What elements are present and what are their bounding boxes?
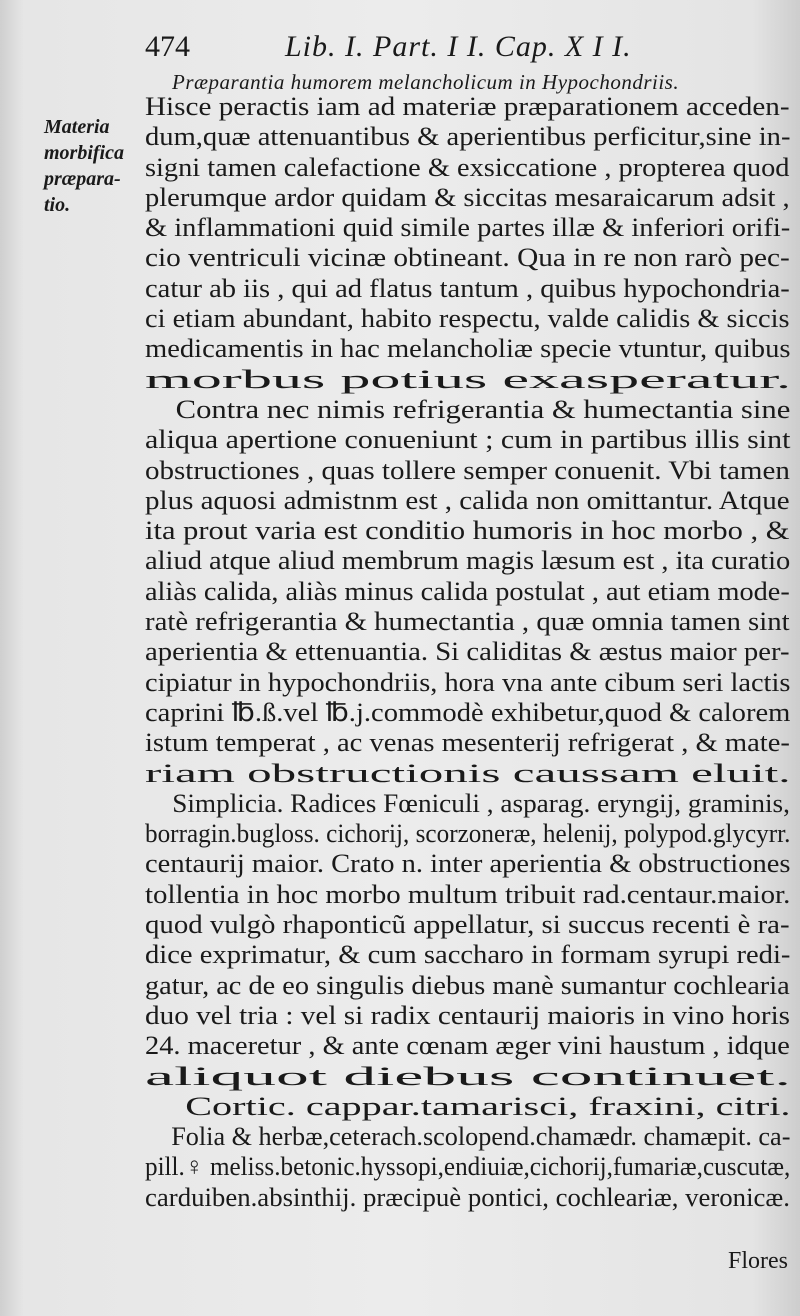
text-line: aliquot diebus continuet. [145, 1061, 791, 1091]
text-line: Cortic. cappar.tamarisci, fraxini, citri. [145, 1091, 791, 1121]
page-number: 474 [145, 30, 190, 63]
text-line: cipiatur in hypochondriis, hora vna ante cibum seri lactis [145, 667, 791, 697]
text-line: dice exprimatur, & cum saccharo in formam syrupi redi- [145, 940, 791, 970]
text-line: cio ventriculi vicinæ obtineant. Qua in re non rarò pec- [145, 243, 790, 273]
text-line: ci etiam abundant, habito respectu, valde calidis & siccis [145, 304, 790, 334]
text-line: aliàs calida, aliàs minus calida postulat , aut etiam mode- [145, 576, 790, 606]
text-line: obstructiones , quas tollere semper conuenit. Vbi tamen [145, 455, 790, 485]
text-line: ita prout varia est conditio humoris in hoc morbo , & [145, 516, 790, 546]
text-line: plerumque ardor quidam & siccitas mesaraicarum adsit , [145, 182, 790, 212]
text-line: borragin.bugloss. cichorij, scorzoneræ, helenij, polypod.glycyrr. [145, 819, 791, 849]
text-line: quod vulgò rhaponticũ appellatur, si succus recenti è ra- [145, 910, 790, 940]
text-line: istum temperat , ac venas mesenterij refrigerat , & mate- [145, 728, 790, 758]
section-subtitle: Præparantia humorem melancholicum in Hypochondriis. [172, 70, 680, 94]
margin-note-line: tio. [44, 194, 71, 216]
text-line: & inflammationi quid simile partes illæ & inferiori orifi- [145, 213, 791, 243]
text-line: aliud atque aliud membrum magis læsum est , ita curatio [145, 546, 791, 576]
text-line: gatur, ac de eo singulis diebus manè sumantur cochlearia [145, 970, 790, 1000]
text-line: 24. maceretur , & ante cœnam æger vini haustum , idque [145, 1031, 790, 1061]
running-title: Lib. I. Part. I I. Cap. X I I. [285, 30, 632, 63]
text-line: medicamentis in hac melancholiæ specie vtuntur, quibus [145, 334, 791, 364]
text-line: ratè refrigerantia & humectantia , quæ omnia tamen sint [145, 607, 790, 637]
margin-note-line: morbifica [44, 142, 124, 164]
page-header [145, 30, 785, 68]
text-line: aliqua apertione conueniunt ; cum in partibus illis sint [145, 425, 791, 455]
text-line: pill.♀ meliss.betonic.hyssopi,endiuiæ,cichorij,fumariæ,cuscutæ, [145, 1152, 791, 1182]
text-line: tollentia in hoc morbo multum tribuit rad.centaur.maior. [145, 879, 791, 909]
text-line: catur ab iis , qui ad flatus tantum , quibus hypochondria- [145, 273, 790, 303]
text-line: plus aquosi admistnm est , calida non omittantur. Atque [145, 485, 790, 515]
text-line: caprini ℔.ß.vel ℔.j.commodè exhibetur,quod & calorem [145, 697, 791, 727]
text-line: riam obstructionis caussam eluit. [145, 758, 791, 788]
text-line: centaurij maior. Crato n. inter aperientia & obstructiones [145, 849, 791, 879]
text-line: Simplicia. Radices Fœniculi , asparag. eryngij, graminis, [145, 788, 790, 818]
text-line: aperientia & ettenuantia. Si caliditas & æstus maior per- [145, 637, 790, 667]
text-line: Folia & herbæ,ceterach.scolopend.chamædr. chamæpit. ca- [145, 1122, 791, 1152]
text-line: Contra nec nimis refrigerantia & humectantia sine [145, 394, 791, 424]
body-text [145, 92, 795, 1213]
margin-note [44, 114, 134, 218]
margin-note-line: Materia [44, 116, 110, 138]
text-line: Hisce peractis iam ad materiæ præparationem acceden- [145, 92, 790, 121]
margin-note-line: præpara- [44, 168, 121, 190]
text-line: dum,quæ attenuantibus & aperientibus perficitur,sine in- [145, 122, 791, 152]
text-line: signi tamen calefactione & exsiccatione , propterea quod [145, 152, 790, 182]
text-line: morbus potius exasperatur. [145, 364, 792, 394]
catchword: Flores [728, 1248, 788, 1274]
text-line: duo vel tria : vel si radix centaurij maioris in vino horis [145, 1000, 791, 1030]
text-line: carduiben.absinthij. præcipuè pontici, cochleariæ, veronicæ. [145, 1182, 790, 1212]
